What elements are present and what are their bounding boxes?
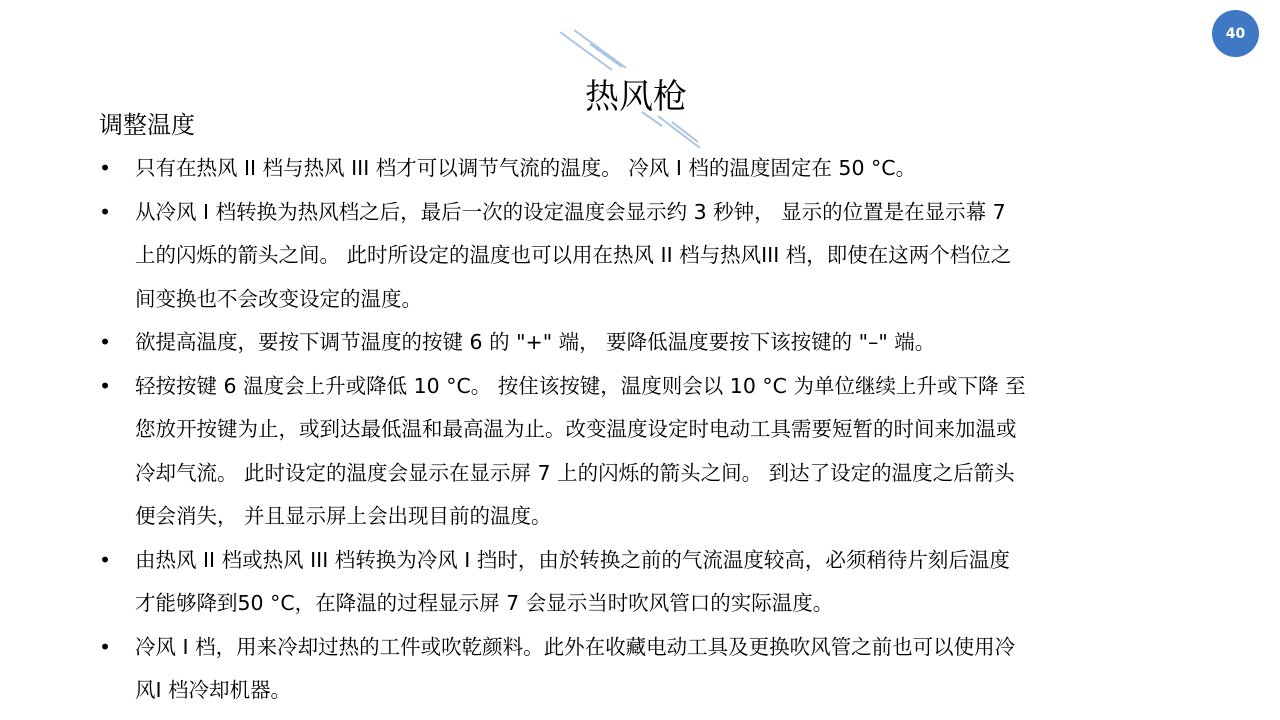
page-number-badge: 40 <box>1212 10 1259 57</box>
bullet-line: • 由热风 II 档或热风 III 档转换为冷风 I 挡时，由於转换之前的气流温度较高，必须稍待片刻后温度 <box>135 547 1010 572</box>
bullet-line: 便会消失， 并且显示屏上会出现目前的温度。 <box>135 504 552 528</box>
decor-line-top-2 <box>574 30 626 68</box>
bullet-item <box>99 147 1174 191</box>
bullet-line: • 欲提高温度，要按下调节温度的按键 6 的 "+" 端， 要降低温度要按下该按键的 "–" 端。 <box>135 330 936 354</box>
bullet-line: • 只有在热风 II 档与热风 III 档才可以调节气流的温度。 冷风 I 档的温度固定在 50 °C。 <box>135 156 917 180</box>
bullet-line: • 从冷风 I 档转换为热风档之后，最后一次的设定温度会显示约 3 秒钟， 显示的位置是在显示幕 7 <box>135 199 1006 224</box>
decor-line-top-1 <box>560 32 612 70</box>
bullet-line: 上的闪烁的箭头之间。 此时所设定的温度也可以用在热风 II 档与热风III 档，即使在这两个档位之 <box>135 243 1012 267</box>
bullet-line: • 轻按按键 6 温度会上升或降低 10 °C。 按住该按键，温度则会以 10 °C 为单位继续上升或下降 至 <box>135 373 1026 398</box>
bullet-line: 间变换也不会改变设定的温度。 <box>135 286 422 311</box>
bullet-item <box>99 191 1174 322</box>
bullet-line: • 冷风 I 档，用来冷却过热的工件或吹乾颜料。此外在收藏电动工具及更换吹风管之前也可以使用冷 <box>135 634 1016 659</box>
bullet-line: 您放开按键为止，或到达最低温和最高温为止。改变温度设定时电动工具需要短暂的时间来加温或 <box>135 417 1017 441</box>
bullet-item <box>99 365 1174 539</box>
bullet-list <box>99 147 1174 713</box>
decor-line-top-3 <box>590 44 622 67</box>
slide-title: 热风枪 <box>585 77 687 117</box>
bullet-item <box>99 321 1174 365</box>
bullet-line: 才能够降到50 °C，在降温的过程显示屏 7 会显示当时吹风管口的实际温度。 <box>135 591 834 615</box>
bullet-item <box>99 626 1174 713</box>
section-subtitle: 调整温度 <box>99 111 195 139</box>
bullet-line: 冷却气流。 此时设定的温度会显示在显示屏 7 上的闪烁的箭头之间。 到达了设定的温度之后箭头 <box>135 460 1015 485</box>
bullet-item <box>99 539 1174 626</box>
bullet-line: 风I 档冷却机器。 <box>135 678 292 702</box>
decor-line-bottom-2 <box>672 122 698 142</box>
